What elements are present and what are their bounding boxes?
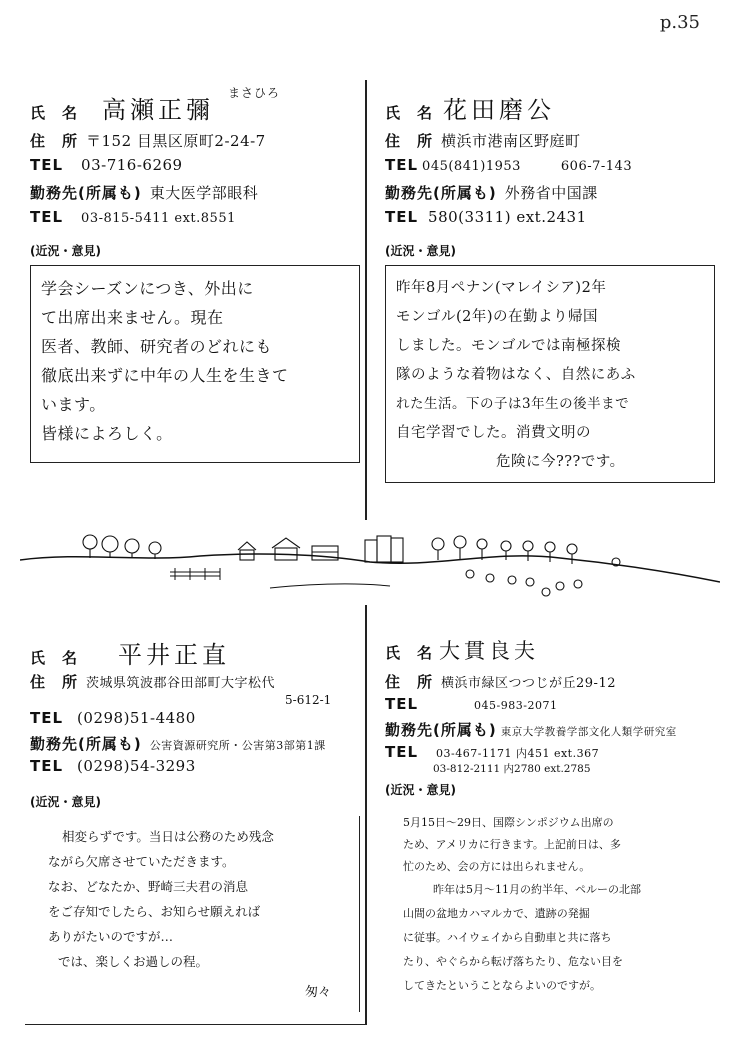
notes-label: (近況・意見) [30,795,101,809]
tel-value: (0298)51-4480 [77,709,196,727]
note-line: 昨年は5月～11月の約半年、ペルーの北部 [433,883,641,896]
person-name: 高瀬正彌 [102,96,215,124]
name-label: 氏 名 [385,644,434,662]
work-value: 東京大学教養学部文化人類学研究室 [500,726,677,738]
tel-label: TEL [385,156,419,174]
note-line: ありがたいのですが… [48,929,174,944]
tel-label: TEL [385,695,419,713]
note-line: れた生活。下の子は3年生の後半まで [396,396,630,412]
note-line: なお、どなたか、野崎三夫君の消息 [48,879,249,894]
note-line: 相変らずです。当日は公務のため残念 [62,829,274,844]
address-label: 住 所 [30,673,79,691]
notes-box [30,265,360,463]
divider-bottom [365,605,367,1025]
work-value: 公害資源研究所・公害第3部第1課 [149,739,326,752]
notes-box [385,804,715,1020]
person-name: 花田磨公 [443,96,556,124]
notes-box [30,816,360,1012]
note-line: ため、アメリカに行きます。上記前日は、多 [403,838,621,851]
address-value: 横浜市緑区つつじが丘29-12 [441,676,616,691]
notes-label: (近況・意見) [30,244,101,258]
tel-value: 03-716-6269 [81,156,183,174]
card-3 [30,635,360,1012]
note-line: います。 [41,395,106,414]
card-1 [30,86,360,463]
work-tel-label: TEL [385,208,419,226]
note-line: では、楽しくお過しの程。 [58,954,209,969]
card-4 [385,635,715,1020]
work-tel-value: 580(3311) ext.2431 [428,208,587,226]
work-label: 勤務先(所属も) [30,735,142,753]
card-2 [385,90,715,483]
note-line: モンゴル(2年)の在勤より帰国 [396,309,599,325]
address-label: 住 所 [385,132,434,150]
work-label: 勤務先(所属も) [30,184,142,202]
name-label: 氏 名 [30,104,79,122]
note-line: 徹底出来ずに中年の人生を生きて [41,366,289,385]
address-extra: 606-7-143 [560,159,633,174]
address-label: 住 所 [30,132,79,150]
bottom-rule-left [25,1024,365,1025]
note-line: 山間の盆地カハマルカで、遺跡の発掘 [403,907,590,920]
note-line: 皆様によろしく。 [41,424,173,443]
tel-value: 045-983-2071 [474,699,558,712]
note-line: に従事。ハイウェイから自動車と共に落ち [403,931,612,944]
person-name: 平井正直 [118,641,231,669]
address-value: 横浜市港南区野庭町 [441,132,581,150]
address-extra: 5-612-1 [285,693,332,707]
work-value: 外務省中国課 [504,184,598,202]
tel-label: TEL [30,709,64,727]
note-line: 自宅学習でした。消費文明の [396,425,591,441]
note-line: 医者、教師、研究者のどれにも [41,337,273,356]
note-line: 学会シーズンにつき、外出に [41,279,254,298]
person-name: 大貫良夫 [439,639,540,663]
note-line: をご存知でしたら、お知らせ願えれば [48,904,261,919]
note-line: 5月15日～29日、国際シンポジウム出席の [403,816,614,829]
notes-label: (近況・意見) [385,783,456,797]
address-label: 住 所 [385,673,434,691]
work-label: 勤務先(所属も) [385,721,497,739]
signature: 匆々 [304,985,331,1000]
address-value: 茨城県筑波郡谷田部町大字松代 [86,676,276,691]
work-tel-label: TEL [385,743,419,761]
page-number: p.35 [659,12,700,33]
note-line: しました。モンゴルでは南極探検 [396,338,621,354]
name-label: 氏 名 [30,649,79,667]
note-line: 昨年8月ペナン(マレイシア)2年 [396,280,607,296]
name-label: 氏 名 [385,104,434,122]
note-line: 隊のような着物はなく、自然にあふ [396,367,636,383]
tel-value: 045(841)1953 [422,159,521,174]
divider-top [365,80,367,520]
name-furigana: まさひろ [228,86,281,100]
work-label: 勤務先(所属も) [385,184,497,202]
landscape-illustration [20,522,720,612]
notes-label: (近況・意見) [385,244,456,258]
work-tel-value-2: 03-812-2111 内2780 ext.2785 [433,763,591,775]
note-line: て出席出来ません。現在 [41,308,224,327]
work-tel-label: TEL [30,208,64,226]
note-line: 危険に今???です。 [496,454,625,470]
work-tel-value: (0298)54-3293 [77,757,196,775]
note-line: たり、やぐらから転げ落ちたり、危ない目を [403,955,623,968]
address-value: 〒152 目黒区原町2-24-7 [86,132,266,150]
tel-label: TEL [30,156,64,174]
note-line: ながら欠席させていただきます。 [48,854,235,869]
work-tel-label: TEL [30,757,64,775]
note-line: してきたということならよいのですが。 [403,979,601,992]
work-value: 東大医学部眼科 [149,184,259,202]
notes-box [385,265,715,483]
work-tel-value: 03-467-1171 内451 ext.367 [436,747,600,760]
work-tel-value: 03-815-5411 ext.8551 [81,211,236,226]
note-line: 忙のため、会の方には出られません。 [403,860,591,873]
